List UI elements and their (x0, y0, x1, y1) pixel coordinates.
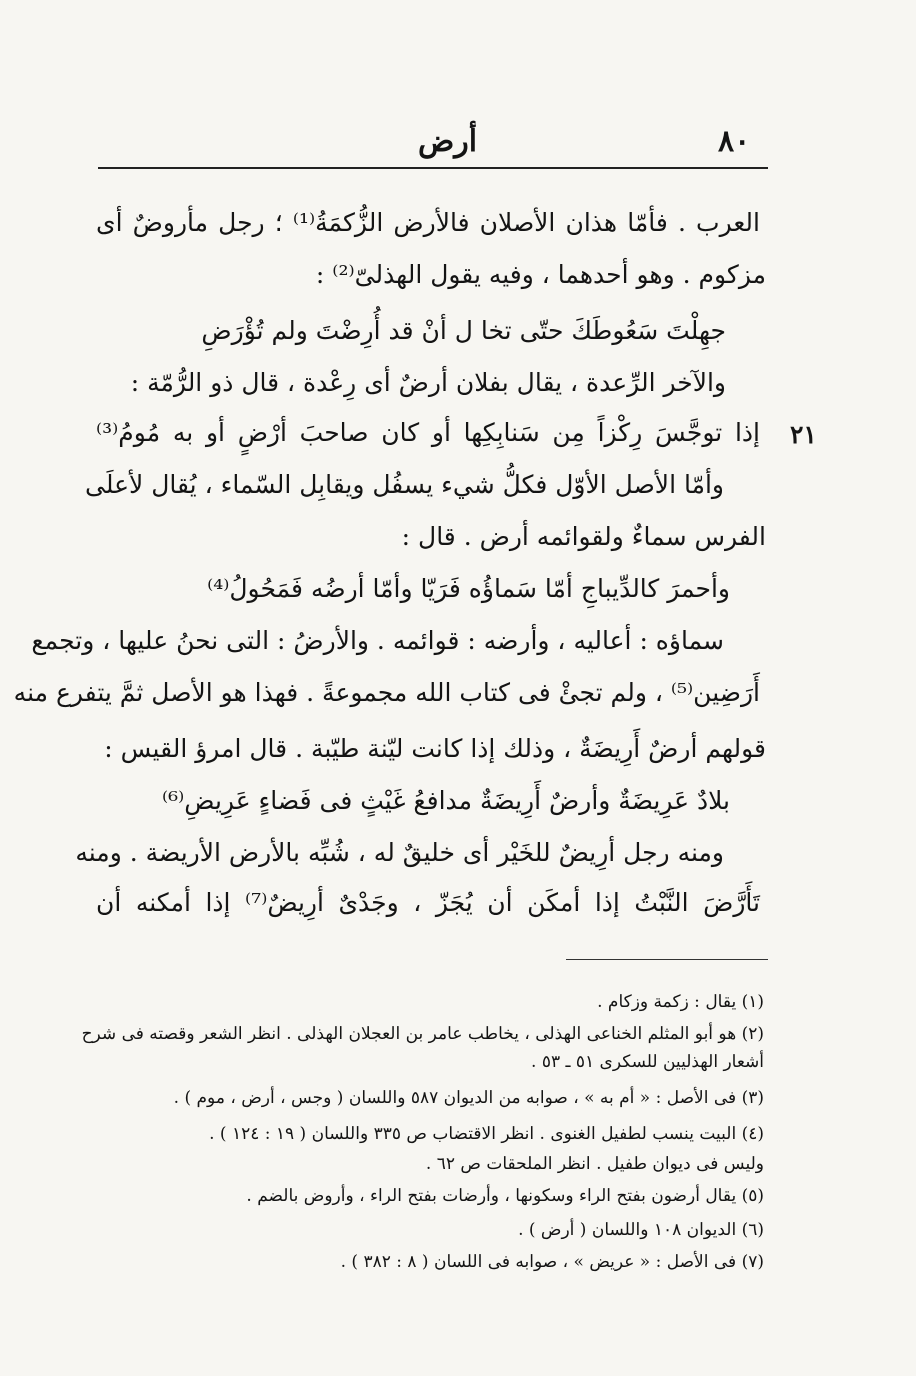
text-line-1: العرب . فأمّا هذان الأصلان فالأرض الزُّكمَةُ⁽¹⁾ ؛ رجل مأروضٌ أى (96, 208, 760, 237)
text-line-9: ومنه رجل أرِيضٌ للخَيْر أى خليقٌ له ، شُبِّه بالأرض الأريضة . ومنه (75, 838, 724, 867)
footnote-4-cont: وليس فى ديوان طفيل . انظر الملحقات ص ٦٢ . (425, 1154, 764, 1174)
page-number: ٨٠ (718, 124, 751, 159)
verse-line-1: جهِلْتَ سَعُوطَكَ حتّى تخا ل أنْ قد أُرِضْتَ ولم تُؤْرَضِ (201, 316, 726, 345)
footnote-5: (٥) يقال أرضون بفتح الراء وسكونها ، وأرضات بفتح الراء ، وأروض بالضم . (246, 1186, 764, 1206)
page-title: أرض (418, 124, 478, 159)
verse-number: ٢١ (790, 420, 817, 449)
verse-line-4: بلادٌ عَرِيضَةٌ وأرضٌ أَرِيضَةٌ مدافعُ غَيْثٍ فى فَضاءٍ عَرِيضِ⁽⁶⁾ (162, 786, 730, 815)
text-line-2: مزكوم . وهو أحدهما ، وفيه يقول الهذلىّ⁽²⁾ : (315, 260, 766, 289)
text-line-8: قولهم أرضٌ أَرِيضَةٌ ، وذلك إذا كانت ليّنة طيّبة . قال امرؤ القيس : (104, 734, 766, 763)
text-line-10: تَأَرَّضَ النَّبْتُ إذا أمكَن أن يُجَزّ ، وجَدْىٌ أرِيضٌ⁽⁷⁾ إذا أمكنه أن (96, 888, 760, 917)
header-rule (98, 167, 768, 169)
verse-line-3: وأحمرَ كالدِّيباجِ أمّا سَماؤُه فَرَيّا وأمّا أرضُه فَمَحُولُ⁽⁴⁾ (207, 574, 730, 603)
footnote-6: (٦) الديوان ١٠٨ واللسان ( أرض ) . (518, 1220, 764, 1240)
text-line-4: وأمّا الأصل الأوّل فكلُّ شيء يسفُل ويقابِل السّماء ، يُقال لأعلَى (85, 470, 724, 499)
text-line-5: الفرس سماءٌ ولقوائمه أرض . قال : (401, 522, 766, 551)
text-line-6: سماؤه : أعاليه ، وأرضه : قوائمه . والأرضُ : التى نحنُ عليها ، وتجمع (31, 626, 724, 655)
footnote-rule (566, 959, 768, 960)
footnote-3: (٣) فى الأصل : « أم به » ، صوابه من الديوان ٥٨٧ واللسان ( وجس ، أرض ، موم ) . (173, 1088, 764, 1108)
footnote-4: (٤) البيت ينسب لطفيل الغنوى . انظر الاقتضاب ص ٣٣٥ واللسان ( ١٩ : ١٢٤ ) . (209, 1124, 764, 1144)
verse-line-2: إذا توجَّسَ رِكْزاً مِن سَنابِكِها أو كان صاحبَ أرْضٍ أو به مُومُ⁽³⁾ (96, 418, 760, 447)
footnote-7: (٧) فى الأصل : « عريض » ، صوابه فى اللسان ( ٨ : ٣٨٢ ) . (340, 1252, 764, 1272)
text-line-7: أَرَضِين⁽⁵⁾ ، ولم تجئْ فى كتاب الله مجموعةً . فهذا هو الأصل ثمَّ يتفرع منه (13, 678, 760, 707)
footnote-2-cont: أشعار الهذليين للسكرى ٥١ ـ ٥٣ . (531, 1052, 764, 1072)
footnote-1: (١) يقال : زكمة وزكام . (597, 992, 764, 1012)
footnote-2: (٢) هو أبو المثلم الخناعى الهذلى ، يخاطب عامر بن العجلان الهذلى . انظر الشعر وقصته فى شرح (81, 1024, 764, 1044)
text-line-3: والآخر الرِّعدة ، يقال بفلان أرضٌ أى رِعْدة ، قال ذو الرُّمّة : (130, 368, 726, 397)
